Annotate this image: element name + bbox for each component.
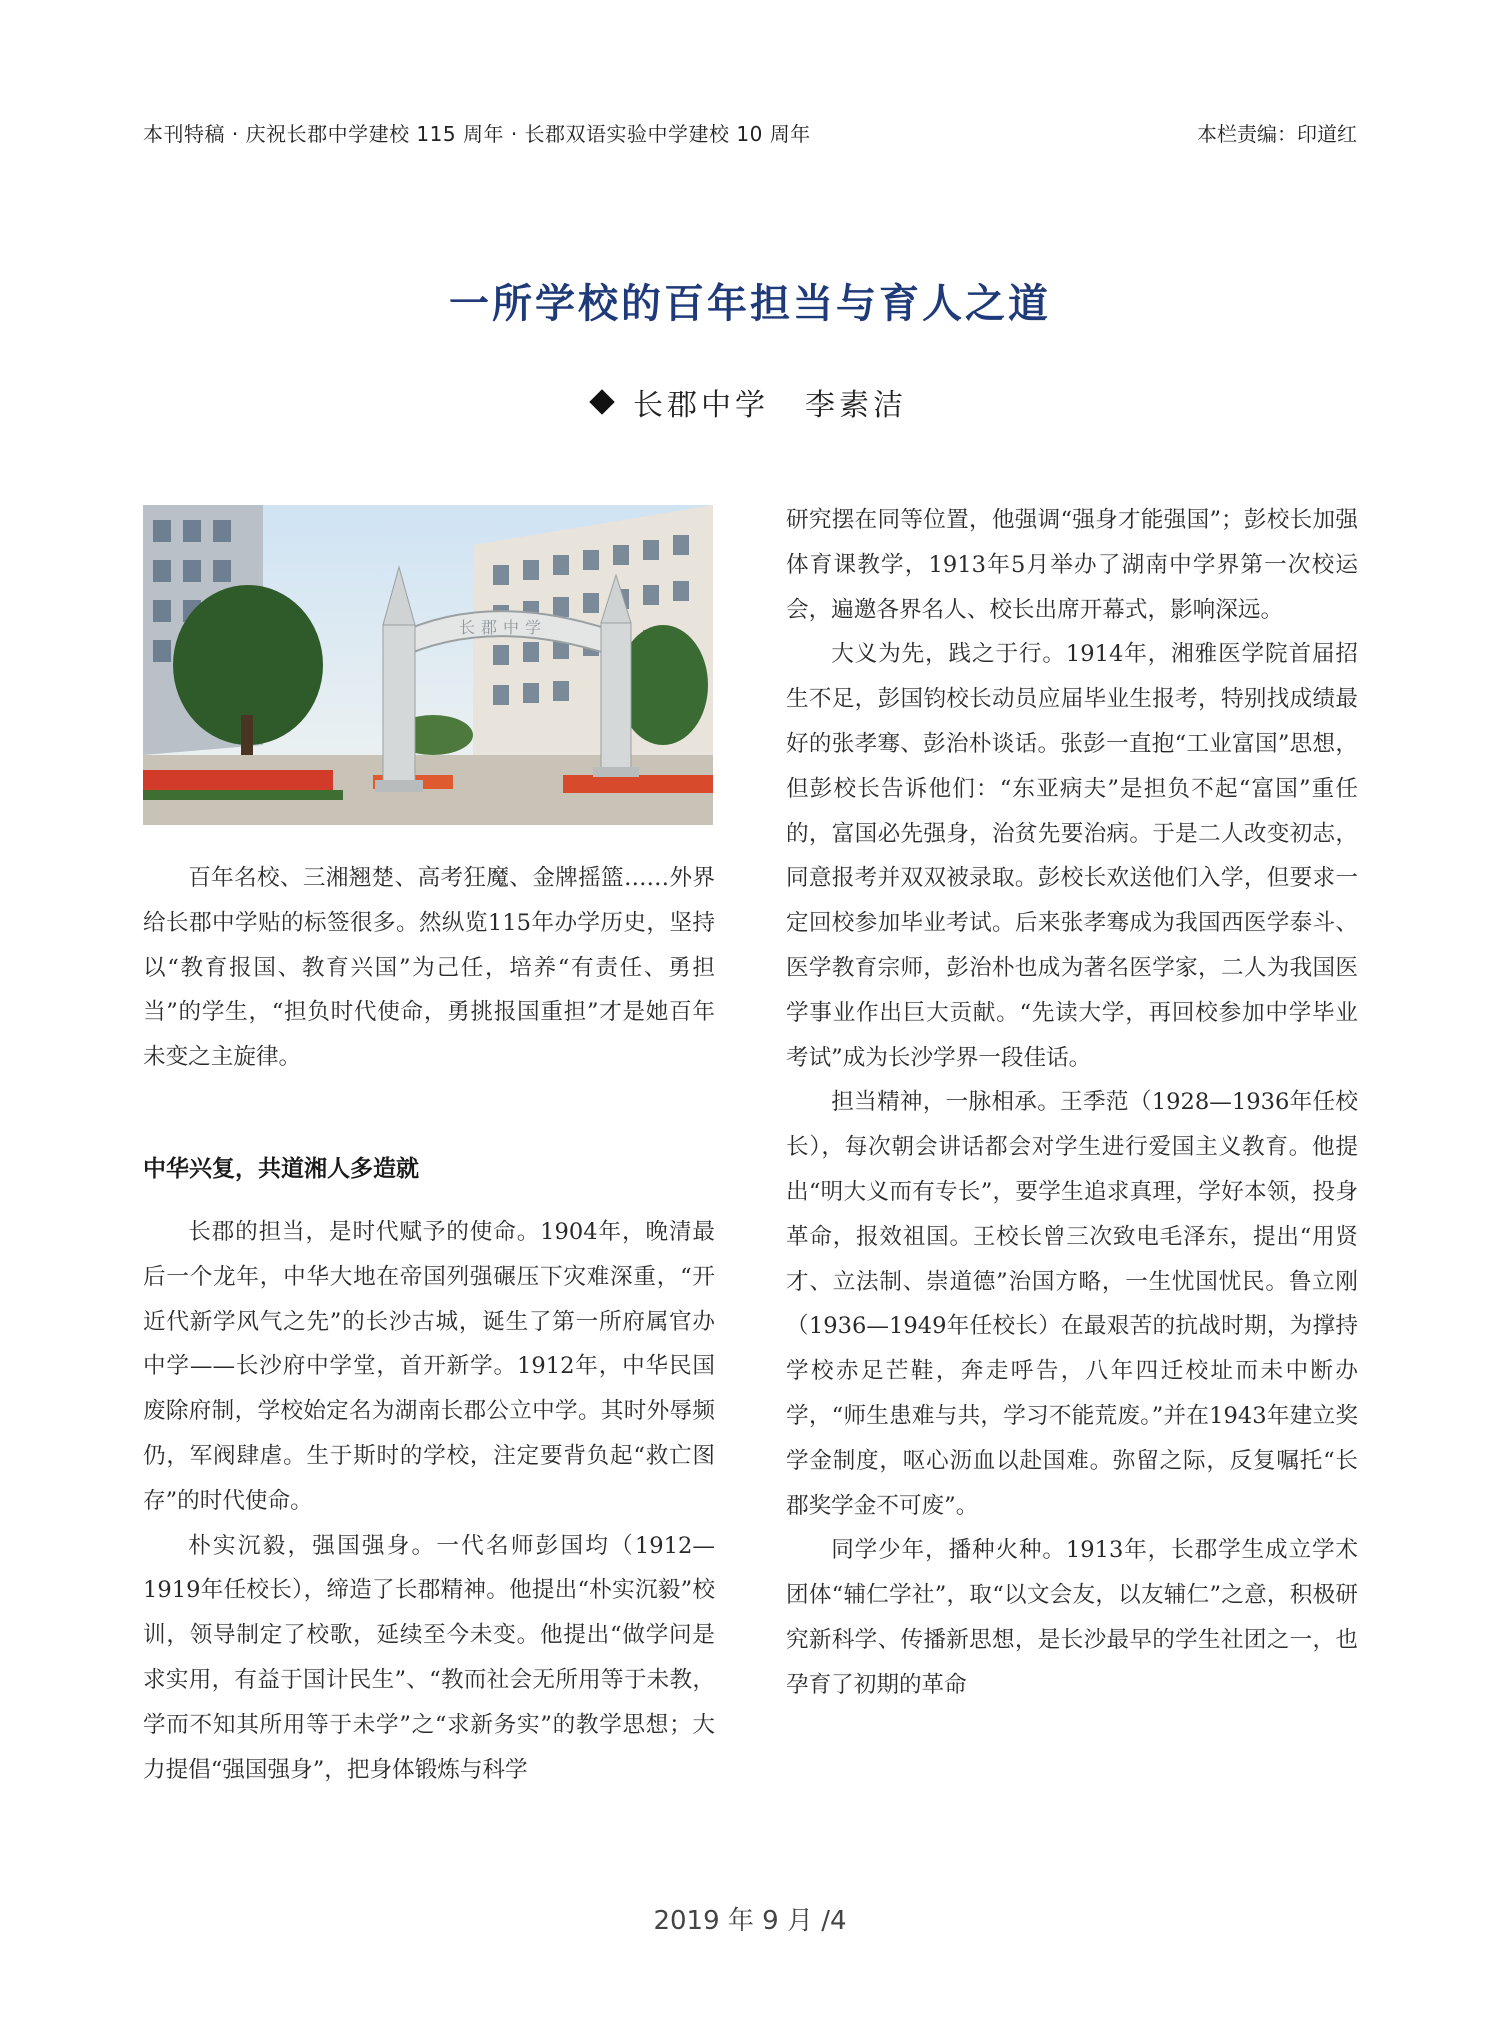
byline-author: 李素洁 — [805, 388, 907, 423]
byline — [0, 380, 1500, 424]
right-column-body — [786, 498, 1358, 1708]
body-paragraph: 长郡的担当，是时代赋予的使命。1904年，晚清最后一个龙年，中华大地在帝国列强碾压下灾难深重，“开近代新学风气之先”的长沙古城，诞生了第一所府属官办中学——长沙府中学堂，首开新学。1912年，中华民国废除府制，学校始定名为湖南长郡公立中学。其时外辱频仍，军阀肆虐。生于斯时的学校，注定要背负起“救亡图存”的时代使命。 — [143, 1219, 715, 1514]
running-header-right: 本栏责编：印道红 — [1197, 122, 1357, 146]
byline-school: 长郡中学 — [633, 388, 769, 423]
body-paragraph: 大义为先，践之于行。1914年，湘雅医学院首届招生不足，彭国钧校长动员应届毕业生报考，特别找成绩最好的张孝骞、彭治朴谈话。张彭一直抱“工业富国”思想，但彭校长告诉他们：“东亚病夫”是担负不起“富国”重任的，富国必先强身，治贫先要治病。于是二人改变初志，同意报考并双双被录取。彭校长欢送他们入学，但要求一定回校参加毕业考试。后来张孝骞成为我国西医学泰斗、医学教育宗师，彭治朴也成为著名医学家，二人为我国医学事业作出巨大贡献。“先读大学，再回校参加中学毕业考试”成为长沙学界一段佳话。 — [786, 641, 1358, 1071]
gate-inscription: 长郡中学 — [458, 618, 548, 637]
body-paragraph: 朴实沉毅，强国强身。一代名师彭国均（1912—1919年任校长），缔造了长郡精神。他提出“朴实沉毅”校训，领导制定了校歌，延续至今未变。他提出“做学问是求实用，有益于国计民生”、“教而社会无所用等于未教，学而不知其所用等于未学”之“求新务实”的教学思想；大力提倡“强国强身”，把身体锻炼与科学 — [143, 1532, 715, 1783]
intro-paragraph: 百年名校、三湘翘楚、高考狂魔、金牌摇篮……外界给长郡中学贴的标签很多。然纵览115年办学历史，坚持以“教育报国、教育兴国”为己任，培养“有责任、勇担当”的学生，“担负时代使命，勇挑报国重担”才是她百年未变之主旋律。 — [143, 865, 715, 1071]
running-header-left: 本刊特稿 · 庆祝长郡中学建校 115 周年 · 长郡双语实验中学建校 10 周年 — [143, 122, 811, 146]
school-gate-photo — [143, 505, 713, 825]
left-column-body — [143, 1210, 715, 1792]
body-paragraph-continued: 研究摆在同等位置，他强调“强身才能强国”；彭校长加强体育课教学，1913年5月举办了湖南中学界第一次校运会，遍邀各界名人、校长出席开幕式，影响深远。 — [786, 507, 1358, 623]
section-heading: 中华兴复，共道湘人多造就 — [143, 1156, 419, 1182]
diamond-bullet-icon — [589, 389, 614, 414]
body-paragraph: 担当精神，一脉相承。王季范（1928—1936年任校长），每次朝会讲话都会对学生进行爱国主义教育。他提出“明大义而有专长”，要学生追求真理，学好本领，投身革命，报效祖国。王校长曾三次致电毛泽东，提出“用贤才、立法制、崇道德”治国方略，一生忧国忧民。鲁立刚（1936—1949年任校长）在最艰苦的抗战时期，为撑持学校赤足芒鞋，奔走呼告，八年四迁校址而未中断办学，“师生患难与共，学习不能荒废。”并在1943年建立奖学金制度，呕心沥血以赴国难。弥留之际，反复嘱托“长郡奖学金不可废”。 — [786, 1089, 1358, 1519]
body-paragraph: 同学少年，播种火种。1913年，长郡学生成立学术团体“辅仁学社”，取“以文会友，以友辅仁”之意，积极研究新科学、传播新思想，是长沙最早的学生社团之一，也孕育了初期的革命 — [786, 1537, 1358, 1698]
article-title: 一所学校的百年担当与育人之道 — [449, 280, 1051, 327]
intro-paragraph-block — [143, 856, 715, 1080]
page-footer: 2019 年 9 月 /4 — [653, 1906, 847, 1936]
